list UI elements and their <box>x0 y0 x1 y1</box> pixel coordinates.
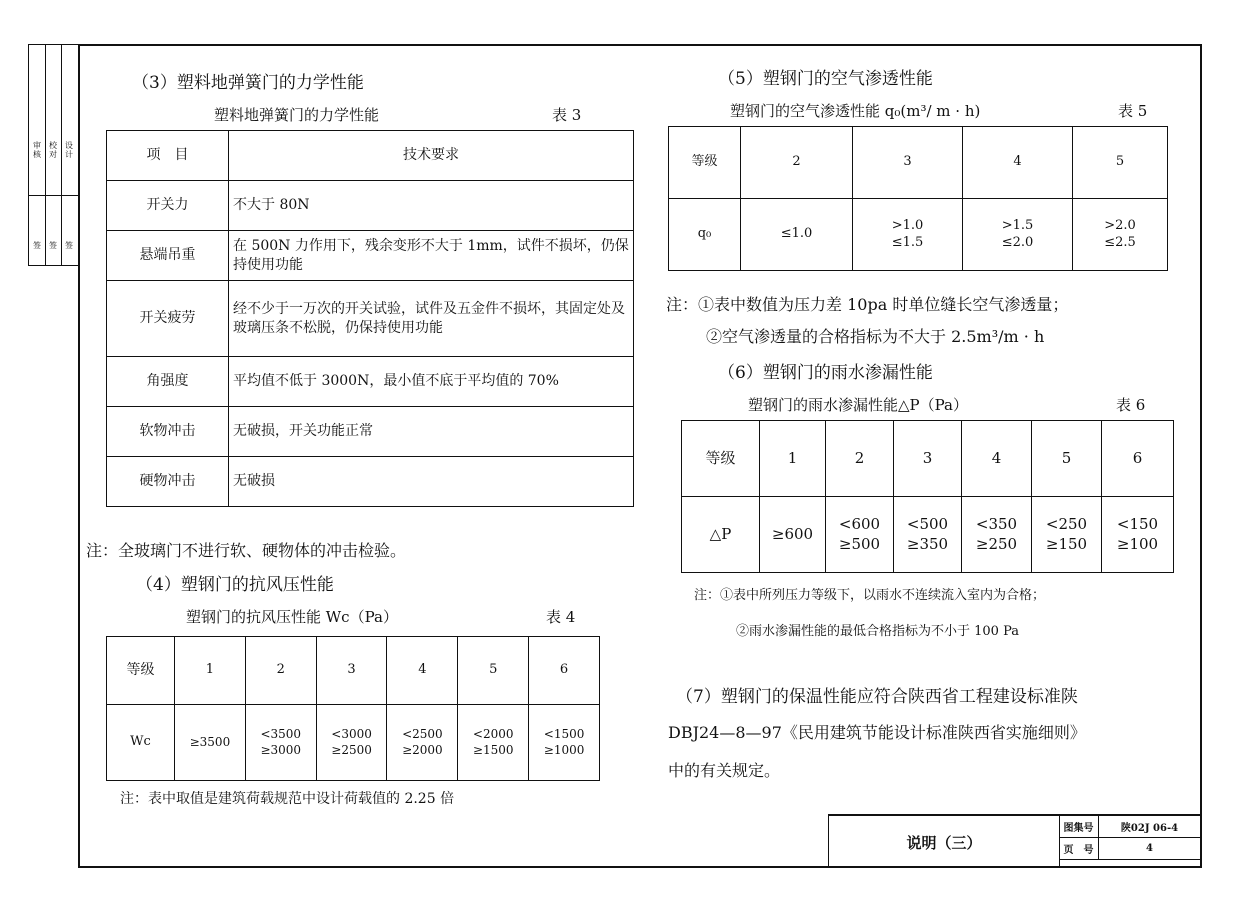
strip-sign: 签 <box>65 241 73 250</box>
table-header: 技术要求 <box>229 131 634 181</box>
table-row <box>682 497 1174 573</box>
grade-cell: 5 <box>1032 421 1102 497</box>
value-line: <500 <box>906 515 949 533</box>
section5-heading: （5）塑钢门的空气渗透性能 <box>718 69 933 89</box>
grade-cell: 4 <box>387 637 458 705</box>
section4-heading: （4）塑钢门的抗风压性能 <box>136 575 334 595</box>
requirement-cell: 平均值不低于 3000N，最小值不底于平均值的 70% <box>229 357 634 407</box>
strip-sign: 签 <box>33 241 41 250</box>
value-cell <box>387 705 458 781</box>
page-label: 页 号 <box>1059 838 1099 860</box>
strip-label: 校对 <box>49 141 57 159</box>
value-line: ≥3500 <box>189 734 231 749</box>
requirement-cell: 不大于 80N <box>229 181 634 231</box>
table-row <box>107 181 634 231</box>
table-row <box>107 281 634 357</box>
grade-cell: 3 <box>894 421 962 497</box>
grade-cell: 1 <box>760 421 826 497</box>
value-line: >1.0 <box>891 217 924 233</box>
value-line: ≤1.0 <box>780 226 813 242</box>
value-line: <1500 <box>543 726 585 741</box>
value-cell <box>458 705 529 781</box>
table-row <box>107 637 600 705</box>
value-line: <2000 <box>472 726 514 741</box>
section4-caption: 塑钢门的抗风压性能 Wc（Pa） <box>186 608 398 626</box>
value-line: ≥2500 <box>331 742 372 757</box>
value-line: <150 <box>1116 515 1159 533</box>
value-line: ≥350 <box>906 534 949 553</box>
value-cell <box>1032 497 1102 573</box>
value-line: ≥150 <box>1045 534 1088 553</box>
value-cell <box>853 199 963 271</box>
grade-cell: 5 <box>1073 127 1168 199</box>
section3-note: 注：全玻璃门不进行软、硬物体的冲击检验。 <box>86 541 407 560</box>
binding-strip <box>28 44 78 266</box>
section6-note-2: ②雨水渗漏性能的最低合格指标为不小于 100 Pa <box>736 624 1019 639</box>
grade-cell: 1 <box>175 637 246 705</box>
value-cell <box>316 705 387 781</box>
grade-cell: 3 <box>316 637 387 705</box>
value-line: <2500 <box>402 726 443 741</box>
row-label: q₀ <box>669 199 741 271</box>
value-line: ≤2.0 <box>1001 234 1034 250</box>
table-6-water-leakage <box>681 420 1174 573</box>
table-header: 项 目 <box>107 131 229 181</box>
value-line: ≥100 <box>1116 534 1159 553</box>
section5-table-no: 表 5 <box>1118 102 1148 120</box>
value-line: ≥250 <box>975 534 1018 553</box>
section5-caption: 塑钢门的空气渗透性能 q₀(m³/ m · h) <box>730 102 981 120</box>
value-cell <box>741 199 853 271</box>
table-row <box>107 357 634 407</box>
value-cell <box>1102 497 1174 573</box>
value-cell <box>760 497 826 573</box>
section7-line-1: （7）塑钢门的保温性能应符合陕西省工程建设标准陕 <box>676 687 1078 707</box>
requirement-cell: 无破损，开关功能正常 <box>229 407 634 457</box>
page-number: 4 <box>1099 838 1201 860</box>
value-line: >1.5 <box>1001 217 1034 233</box>
value-cell <box>894 497 962 573</box>
value-cell <box>963 199 1073 271</box>
title-block <box>828 814 1202 868</box>
atlas-label: 图集号 <box>1059 816 1099 838</box>
row-label: 等级 <box>107 637 175 705</box>
value-line: ≥500 <box>838 534 881 553</box>
section3-table-no: 表 3 <box>552 106 582 124</box>
section3-heading: （3）塑料地弹簧门的力学性能 <box>132 73 364 93</box>
value-line: ≥2000 <box>402 742 443 757</box>
drawing-title: 说明（三） <box>829 816 1060 868</box>
section6-caption: 塑钢门的雨水渗漏性能△P（Pa） <box>748 396 968 414</box>
value-line: ≥600 <box>771 524 814 543</box>
section6-note-1: 注：①表中所列压力等级下，以雨水不连续流入室内为合格； <box>694 588 1046 603</box>
requirement-cell: 在 500N 力作用下，残余变形不大于 1mm，试件不损坏，仍保持使用功能 <box>229 231 634 281</box>
row-label: 等级 <box>669 127 741 199</box>
row-label: 等级 <box>682 421 760 497</box>
requirement-cell: 无破损 <box>229 457 634 507</box>
section3-caption: 塑料地弹簧门的力学性能 <box>214 106 380 124</box>
table-row <box>682 421 1174 497</box>
item-cell: 角强度 <box>107 357 229 407</box>
value-line: ≥3000 <box>260 742 302 757</box>
section6-table-no: 表 6 <box>1116 396 1146 414</box>
table-row <box>107 705 600 781</box>
value-cell <box>529 705 600 781</box>
section5-note-2: ②空气渗透量的合格指标为不大于 2.5m³/m · h <box>706 327 1045 346</box>
value-line: ≤2.5 <box>1104 234 1136 250</box>
row-label: Wc <box>107 705 175 781</box>
strip-sign: 签 <box>49 241 57 250</box>
item-cell: 软物冲击 <box>107 407 229 457</box>
grade-cell: 2 <box>245 637 316 705</box>
table-3-mechanical <box>106 130 634 507</box>
value-cell <box>245 705 316 781</box>
section6-heading: （6）塑钢门的雨水渗漏性能 <box>718 363 933 383</box>
table-4-wind-pressure <box>106 636 600 781</box>
value-line: <350 <box>975 515 1018 533</box>
section7-line-3: 中的有关规定。 <box>668 761 781 780</box>
grade-cell: 6 <box>529 637 600 705</box>
grade-cell: 2 <box>826 421 894 497</box>
strip-label: 设计 <box>65 141 73 159</box>
title-block-grid <box>1059 816 1201 868</box>
value-line: <3500 <box>260 726 302 741</box>
value-cell <box>962 497 1032 573</box>
value-line: <3000 <box>331 726 372 741</box>
table-row <box>669 127 1168 199</box>
value-cell <box>175 705 246 781</box>
section4-note: 注：表中取值是建筑荷载规范中设计荷载值的 2.25 倍 <box>120 791 455 807</box>
value-line: >2.0 <box>1104 217 1136 233</box>
section5-note-1: 注：①表中数值为压力差 10pa 时单位缝长空气渗透量； <box>666 295 1069 314</box>
value-cell <box>826 497 894 573</box>
value-line: ≥1000 <box>543 742 585 757</box>
grade-cell: 5 <box>458 637 529 705</box>
item-cell: 悬端吊重 <box>107 231 229 281</box>
item-cell: 开关力 <box>107 181 229 231</box>
atlas-number: 陕02J 06-4 <box>1099 816 1201 838</box>
grade-cell: 3 <box>853 127 963 199</box>
section7-line-2: DBJ24—8—97《民用建筑节能设计标准陕西省实施细则》 <box>668 723 1086 742</box>
grade-cell: 2 <box>741 127 853 199</box>
value-line: <600 <box>838 515 881 533</box>
table-row <box>107 131 634 181</box>
value-line: ≤1.5 <box>891 234 924 250</box>
table-row <box>107 457 634 507</box>
table-5-air-permeability <box>668 126 1168 271</box>
item-cell: 硬物冲击 <box>107 457 229 507</box>
section4-table-no: 表 4 <box>546 608 576 626</box>
row-label: △P <box>682 497 760 573</box>
grade-cell: 4 <box>962 421 1032 497</box>
value-cell <box>1073 199 1168 271</box>
requirement-cell: 经不少于一万次的开关试验，试件及五金件不损坏，其固定处及玻璃压条不松脱，仍保持使用功能 <box>229 281 634 357</box>
value-line: ≥1500 <box>472 742 514 757</box>
value-line: <250 <box>1045 515 1088 533</box>
strip-label: 审核 <box>33 141 41 159</box>
table-row <box>107 407 634 457</box>
grade-cell: 4 <box>963 127 1073 199</box>
grade-cell: 6 <box>1102 421 1174 497</box>
table-row <box>669 199 1168 271</box>
table-row <box>107 231 634 281</box>
item-cell: 开关疲劳 <box>107 281 229 357</box>
